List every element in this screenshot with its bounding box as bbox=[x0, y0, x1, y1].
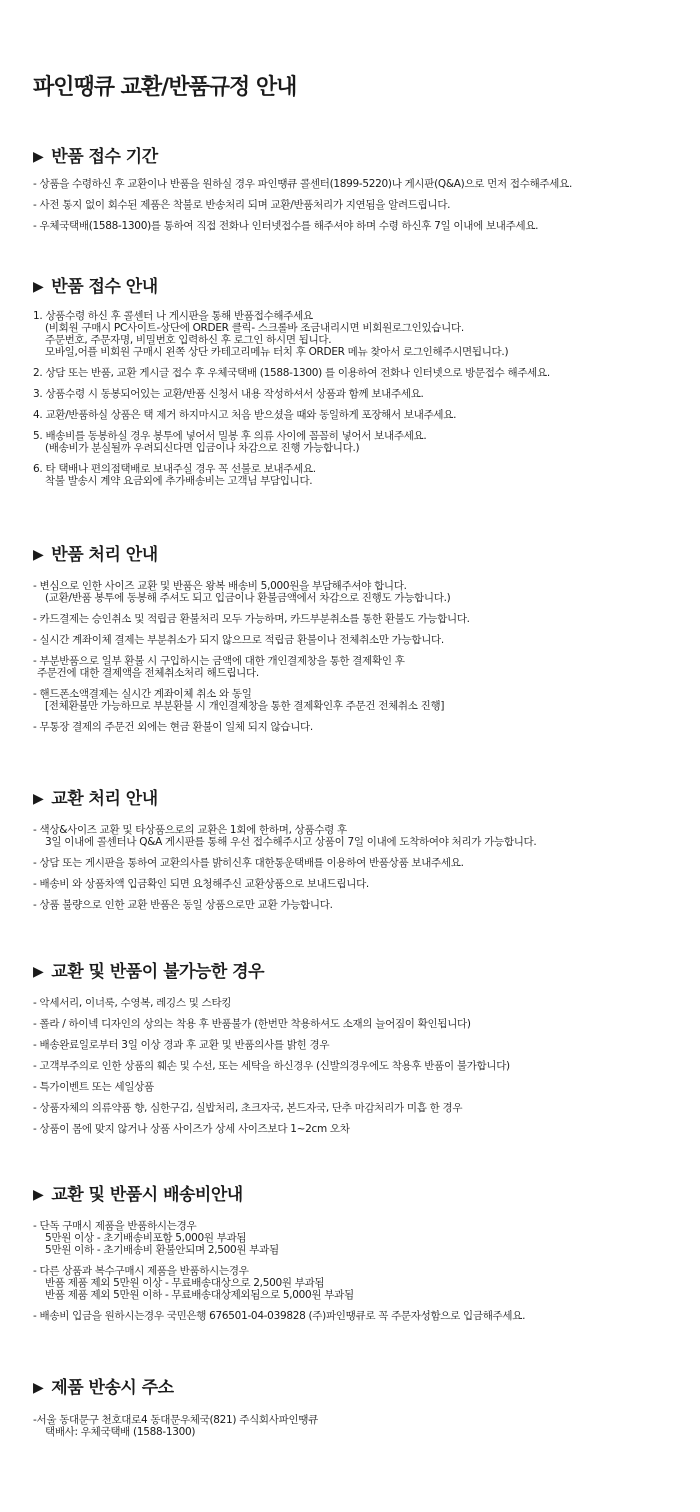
section-heading-not-allowed: ▶ 교환 및 반품이 불가능한 경우 bbox=[33, 962, 265, 982]
triangle-right-icon: ▶ bbox=[33, 547, 44, 563]
section-heading-return-processing: ▶ 반품 처리 안내 bbox=[33, 545, 158, 565]
list-item: 3. 상품수령 시 동봉되어있는 교환/반품 신청서 내용 작성하셔서 상품과 함께 보내주세요. bbox=[33, 388, 424, 400]
section-body-not-allowed bbox=[33, 997, 693, 1144]
triangle-right-icon: ▶ bbox=[33, 279, 44, 295]
page-title: 파인땡큐 교환/반품규정 안내 bbox=[33, 75, 297, 100]
list-item: - 다른 상품과 복수구매시 제품을 반품하시는경우 반품 제품 제외 5만원 이상 - 무료배송대상으로 2,500원 부과됨 반품 제품 제외 5만원 이하 - 무료배송대상제외됨으로 5,000원 부과됨 bbox=[33, 1265, 354, 1301]
list-item: - 무통장 결제의 주문건 외에는 현금 환불이 일체 되지 않습니다. bbox=[33, 721, 313, 733]
list-item: - 상품자체의 의류약품 향, 심한구김, 실밥처리, 초크자국, 본드자국, 단추 마감처리가 미흡 한 경우 bbox=[33, 1102, 463, 1114]
section-heading-exchange-processing: ▶ 교환 처리 안내 bbox=[33, 789, 158, 809]
list-item: - 상품이 몸에 맞지 않거나 상품 사이즈가 상세 사이즈보다 1~2cm 오차 bbox=[33, 1123, 350, 1135]
list-item: - 상담 또는 게시판을 통하여 교환의사를 밝히신후 대한통운택배를 이용하여 반품상품 보내주세요. bbox=[33, 857, 464, 869]
triangle-right-icon: ▶ bbox=[33, 149, 44, 165]
list-item: - 배송완료일로부터 3일 이상 경과 후 교환 및 반품의사를 밝힌 경우 bbox=[33, 1039, 330, 1051]
list-item: - 부분반품으로 일부 환불 시 구입하시는 금액에 대한 개인결제창을 통한 결제확인 후 주문건에 대한 결제액을 전체취소처리 해드립니다. bbox=[33, 655, 405, 679]
list-item: 4. 교환/반품하실 상품은 택 제거 하지마시고 처음 받으셨을 때와 동일하게 포장해서 보내주세요. bbox=[33, 409, 457, 421]
list-item: - 고객부주의로 인한 상품의 훼손 및 수선, 또는 세탁을 하신경우 (신발의경우에도 착용후 반품이 불가합니다) bbox=[33, 1060, 510, 1072]
list-item: - 실시간 계좌이체 결제는 부분취소가 되지 않으므로 적립금 환불이나 전체취소만 가능합니다. bbox=[33, 634, 444, 646]
list-item: - 변심으로 인한 사이즈 교환 및 반품은 왕복 배송비 5,000원을 부담해주셔야 합니다. (교환/반품 봉투에 동봉해 주셔도 되고 입금이나 환불금액에서 차감으로 진행도 가능합니다.) bbox=[33, 580, 451, 604]
list-item: 6. 타 택배나 편의점택배로 보내주실 경우 꼭 선불로 보내주세요. 착불 발송시 계약 요금외에 추가배송비는 고객님 부담입니다. bbox=[33, 463, 316, 487]
triangle-right-icon: ▶ bbox=[33, 964, 44, 980]
list-item: - 우체국택배(1588-1300)를 통하여 직접 전화나 인터넷접수를 해주셔야 하며 수령 하신후 7일 이내에 보내주세요. bbox=[33, 220, 539, 232]
list-item: - 배송비 와 상품차액 입금확인 되면 요청해주신 교환상품으로 보내드립니다. bbox=[33, 878, 369, 890]
section-body-return-processing bbox=[33, 580, 693, 742]
section-body-return-address bbox=[33, 1414, 693, 1447]
list-item: - 핸드폰소액결제는 실시간 계좌이체 취소 와 동일 [전체환불만 가능하므로 부분환불 시 개인결제창을 통한 결제확인후 주문건 전체취소 진행] bbox=[33, 688, 445, 712]
list-item: -서울 동대문구 천호대로4 동대문우체국(821) 주식회사파인땡큐 택배사: 우체국택배 (1588-1300) bbox=[33, 1414, 318, 1438]
section-heading-shipping-fee: ▶ 교환 및 반품시 배송비안내 bbox=[33, 1185, 243, 1205]
list-item: - 단독 구매시 제품을 반품하시는경우 5만원 이상 - 초기배송비포함 5,000원 부과됨 5만원 이하 - 초기배송비 환불안되며 2,500원 부과됨 bbox=[33, 1220, 279, 1256]
list-item: - 색상&사이즈 교환 및 타상품으로의 교환은 1회에 한하며, 상품수령 후 3일 이내에 콜센터나 Q&A 게시판를 통해 우선 접수해주시고 상품이 7일 이내에 도착하여야 처리가 가능합니다. bbox=[33, 824, 537, 848]
list-item: - 사전 통지 없이 회수된 제품은 착불로 반송처리 되며 교환/반품처리가 지연됨을 알려드립니다. bbox=[33, 199, 451, 211]
list-item: 5. 배송비를 동봉하실 경우 봉투에 넣어서 밀봉 후 의류 사이에 꼼꼼히 넣어서 보내주세요. (배송비가 분실될까 우려되신다면 입금이나 차감으로 진행 가능합니다.) bbox=[33, 430, 427, 454]
section-heading-return-guide: ▶ 반품 접수 안내 bbox=[33, 277, 158, 297]
list-item: - 특가이벤트 또는 세일상품 bbox=[33, 1081, 154, 1093]
list-item: - 악세서리, 이너룩, 수영복, 레깅스 및 스타킹 bbox=[33, 997, 232, 1009]
section-body-return-guide bbox=[33, 310, 693, 496]
triangle-right-icon: ▶ bbox=[33, 1380, 44, 1396]
list-item: - 카드결제는 승인취소 및 적립금 환불처리 모두 가능하며, 카드부분취소를 통한 환불도 가능합니다. bbox=[33, 613, 470, 625]
list-item: - 폴라 / 하이넥 디자인의 상의는 착용 후 반품불가 (한번만 착용하셔도 소재의 늘어짐이 확인됩니다) bbox=[33, 1018, 471, 1030]
section-body-return-period bbox=[33, 178, 693, 241]
triangle-right-icon: ▶ bbox=[33, 1187, 44, 1203]
section-body-shipping-fee bbox=[33, 1220, 693, 1331]
list-item: 2. 상담 또는 반품, 교환 게시글 접수 후 우체국택배 (1588-1300) 를 이용하여 전화나 인터넷으로 방문접수 해주세요. bbox=[33, 367, 550, 379]
triangle-right-icon: ▶ bbox=[33, 791, 44, 807]
list-item: - 상품을 수령하신 후 교환이나 반품을 원하실 경우 파인땡큐 콜센터(1899-5220)나 게시판(Q&A)으로 먼저 접수해주세요. bbox=[33, 178, 572, 190]
list-item: - 배송비 입금을 원하시는경우 국민은행 676501-04-039828 (주)파인땡큐로 꼭 주문자성함으로 입금해주세요. bbox=[33, 1310, 526, 1322]
list-item: - 상품 불량으로 인한 교환 반품은 동일 상품으로만 교환 가능합니다. bbox=[33, 899, 333, 911]
section-heading-return-address: ▶ 제품 반송시 주소 bbox=[33, 1378, 174, 1398]
section-body-exchange-processing bbox=[33, 824, 693, 920]
section-heading-return-period: ▶ 반품 접수 기간 bbox=[33, 147, 158, 167]
list-item: 1. 상품수령 하신 후 콜센터 나 게시판을 통해 반품접수해주세요 (비회원 구매시 PC사이트-상단에 ORDER 클릭- 스크롤바 조금내리시면 비회원로그인있습니다. 주문번호, 주문자명, 비밀번호 입력하신 후 로그인 하시면 됩니다. 모바일,어플 비회원 구매시 왼쪽 상단 카테고리메뉴 터치 후 ORDER 메뉴 찾아서 로그인해주시면됩니다.) bbox=[33, 310, 509, 358]
